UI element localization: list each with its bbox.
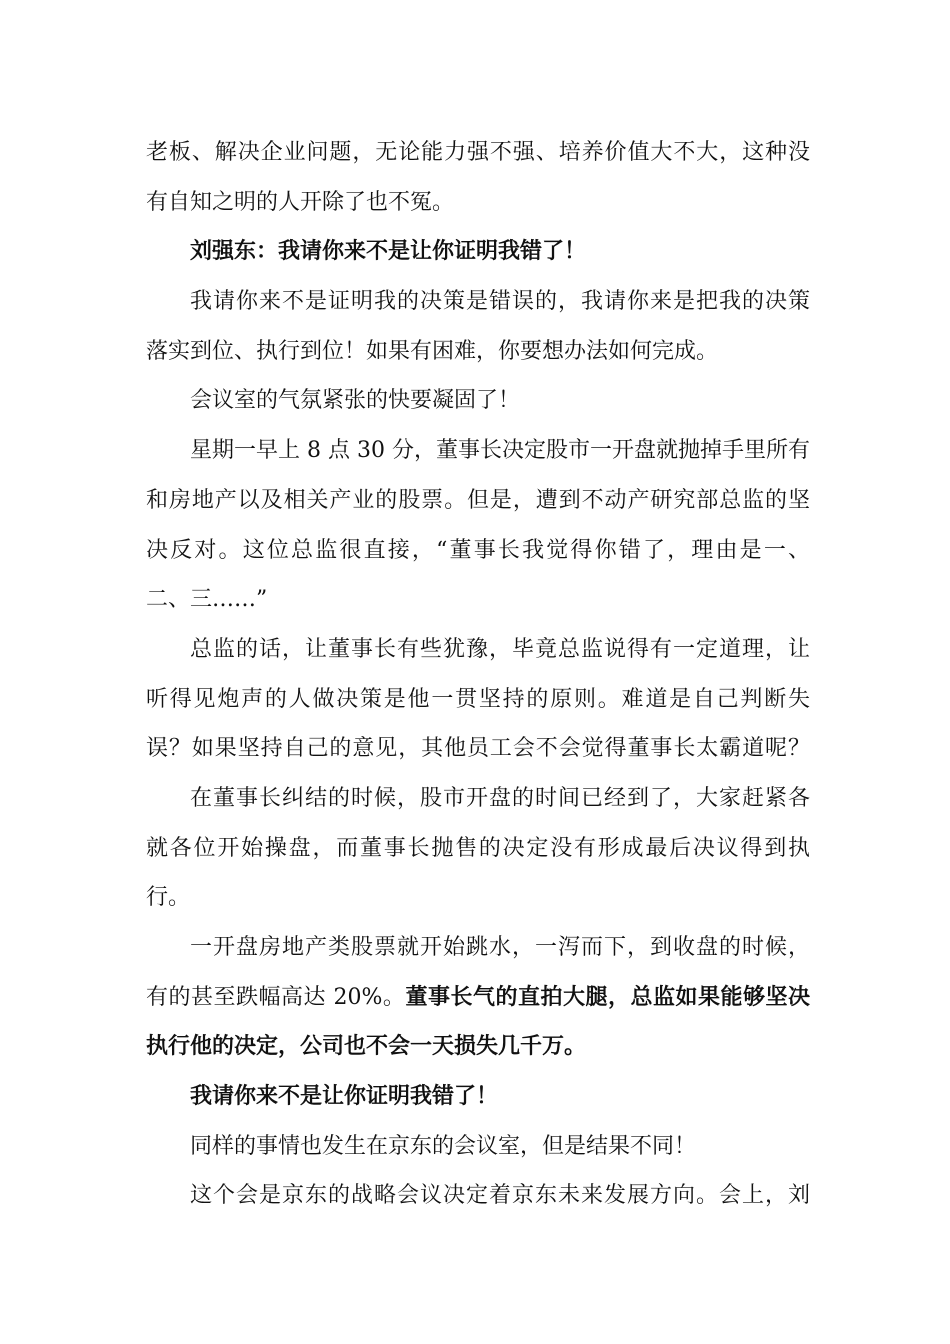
paragraph-line: 一开盘房地产类股票就开始跳水，一泻而下，到收盘的时候， — [190, 935, 810, 960]
paragraph-line: 星期一早上 8 点 30 分，董事长决定股市一开盘就抛掉手里所有 — [190, 438, 810, 464]
paragraph-line: 落实到位、执行到位！如果有困难，你要想办法如何完成。 — [146, 338, 719, 364]
emphasis-line: 执行他的决定，公司也不会一天损失几千万。 — [146, 1033, 587, 1060]
paragraph-line: 就各位开始操盘，而董事长抛售的决定没有形成最后决议得到执 — [146, 835, 810, 861]
paragraph-line: 决反对。这位总监很直接，“董事长我觉得你错了，理由是一、 — [146, 537, 810, 563]
paragraph-line: 误？如果坚持自己的意见，其他员工会不会觉得董事长太霸道呢？ — [146, 736, 810, 762]
paragraph-line: 会议室的气氛紧张的快要凝固了！ — [190, 388, 521, 414]
paragraph-line: 在董事长纠结的时候，股市开盘的时间已经到了，大家赶紧各 — [190, 785, 810, 811]
paragraph-line-mixed — [146, 973, 810, 1023]
paragraph-line: 行。 — [146, 885, 191, 911]
paragraph-line: 二、三……” — [146, 587, 268, 613]
paragraph-line: 我请你来不是证明我的决策是错误的，我请你来是把我的决策 — [190, 289, 810, 315]
plain-text: 有的甚至跌幅高达 20%。 — [146, 984, 406, 1010]
emphasis-text: 董事长气的直拍大腿，总监如果能够坚决 — [405, 983, 810, 1010]
document-page — [146, 128, 810, 1221]
paragraph-line: 这个会是京东的战略会议决定着京东未来发展方向。会上，刘 — [190, 1183, 810, 1209]
section-heading: 刘强东：我请你来不是让你证明我错了！ — [190, 238, 587, 265]
paragraph-line: 听得见炮声的人做决策是他一贯坚持的原则。难道是自己判断失 — [146, 686, 810, 712]
paragraph-line: 老板、解决企业问题，无论能力强不强、培养价值大不大，这种没 — [146, 140, 810, 165]
paragraph-line: 和房地产以及相关产业的股票。但是，遭到不动产研究部总监的坚 — [146, 487, 810, 513]
section-heading: 我请你来不是让你证明我错了！ — [190, 1083, 499, 1110]
paragraph-line: 有自知之明的人开除了也不冤。 — [146, 189, 455, 215]
paragraph-line: 总监的话，让董事长有些犹豫，毕竟总监说得有一定道理，让 — [190, 636, 810, 662]
paragraph-line: 同样的事情也发生在京东的会议室，但是结果不同！ — [190, 1133, 697, 1159]
